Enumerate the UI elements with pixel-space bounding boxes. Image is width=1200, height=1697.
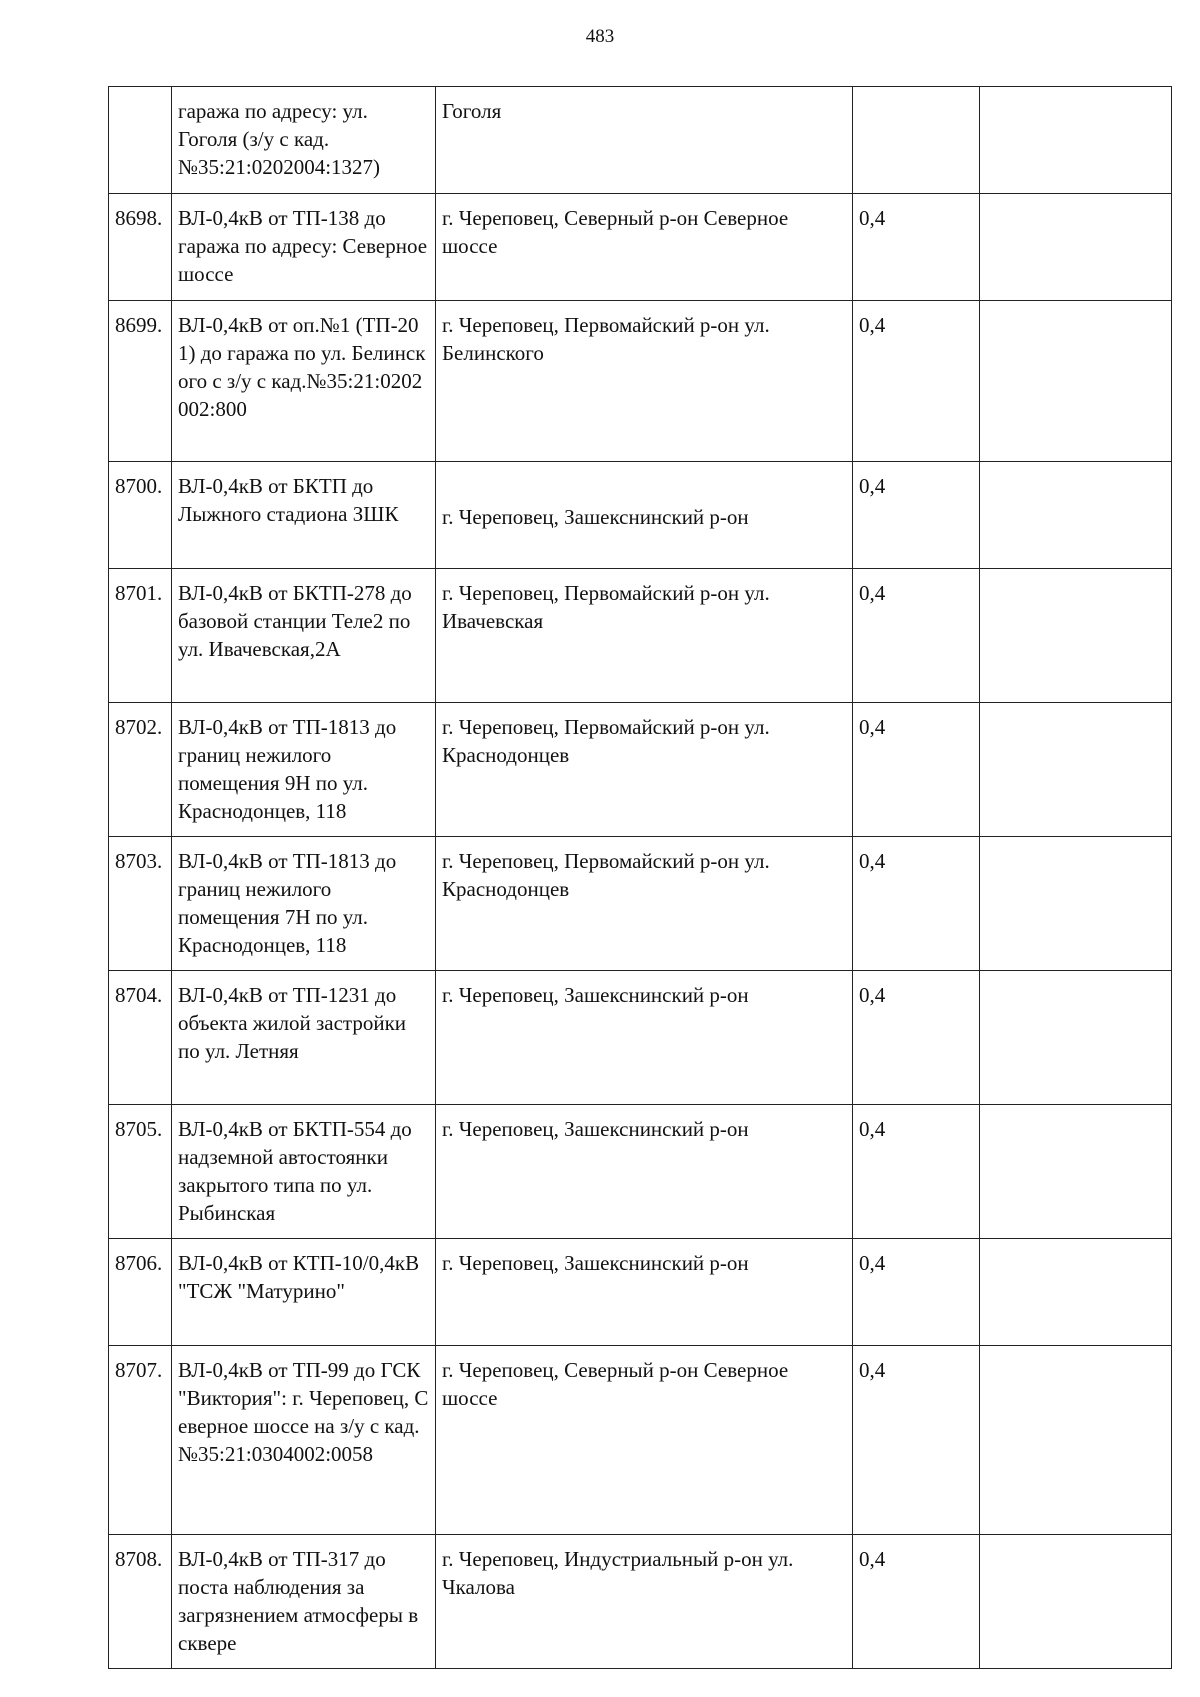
object-name: ВЛ-0,4кВ от ТП-317 до поста наблюдения за загрязнением атмосферы в сквере (172, 1535, 436, 1669)
object-address: г. Череповец, Первомайский р-он ул. Краснодонцев (436, 703, 853, 837)
registry-table (108, 86, 1172, 1669)
table-row (109, 1239, 1172, 1346)
table-row (109, 971, 1172, 1105)
extra-cell (980, 194, 1172, 301)
extra-cell (980, 1239, 1172, 1346)
table-row (109, 837, 1172, 971)
object-name: ВЛ-0,4кВ от ТП-99 до ГСК "Виктория": г. Череповец, Северное шоссе на з/у с кад.№35:21:0304002:0058 (172, 1346, 436, 1535)
extra-cell (980, 462, 1172, 569)
voltage-value: 0,4 (853, 837, 980, 971)
object-address: г. Череповец, Первомайский р-он ул. Ивачевская (436, 569, 853, 703)
voltage-value (853, 87, 980, 194)
object-name: ВЛ-0,4кВ от ТП-1813 до границ нежилого помещения 9Н по ул. Краснодонцев, 118 (172, 703, 436, 837)
table-row (109, 462, 1172, 569)
object-address: г. Череповец, Северный р-он Северное шоссе (436, 1346, 853, 1535)
object-address: г. Череповец, Зашекснинский р-он (436, 1239, 853, 1346)
table-row (109, 301, 1172, 462)
table-row (109, 194, 1172, 301)
row-number: 8700. (109, 462, 172, 569)
extra-cell (980, 1346, 1172, 1535)
row-number: 8705. (109, 1105, 172, 1239)
row-number: 8699. (109, 301, 172, 462)
row-number (109, 87, 172, 194)
object-address: г. Череповец, Северный р-он Северное шоссе (436, 194, 853, 301)
voltage-value: 0,4 (853, 1346, 980, 1535)
object-name: ВЛ-0,4кВ от БКТП-278 до базовой станции Теле2 по ул. Ивачевская,2А (172, 569, 436, 703)
extra-cell (980, 1105, 1172, 1239)
extra-cell (980, 301, 1172, 462)
row-number: 8703. (109, 837, 172, 971)
table-row (109, 87, 1172, 194)
object-address: г. Череповец, Зашекснинский р-он (436, 462, 853, 569)
table-row (109, 1535, 1172, 1669)
object-name: ВЛ-0,4кВ от БКТП до Лыжного стадиона ЗШК (172, 462, 436, 569)
row-number: 8708. (109, 1535, 172, 1669)
row-number: 8707. (109, 1346, 172, 1535)
table-row (109, 1346, 1172, 1535)
page-number: 483 (585, 26, 615, 47)
object-address: г. Череповец, Индустриальный р-он ул. Чкалова (436, 1535, 853, 1669)
table-row (109, 703, 1172, 837)
voltage-value: 0,4 (853, 462, 980, 569)
voltage-value: 0,4 (853, 301, 980, 462)
row-number: 8698. (109, 194, 172, 301)
voltage-value: 0,4 (853, 1105, 980, 1239)
object-name: ВЛ-0,4кВ от ТП-1813 до границ нежилого помещения 7Н по ул. Краснодонцев, 118 (172, 837, 436, 971)
extra-cell (980, 971, 1172, 1105)
extra-cell (980, 569, 1172, 703)
extra-cell (980, 87, 1172, 194)
object-name: ВЛ-0,4кВ от БКТП-554 до надземной автостоянки закрытого типа по ул. Рыбинская (172, 1105, 436, 1239)
object-name: ВЛ-0,4кВ от ТП-1231 до объекта жилой застройки по ул. Летняя (172, 971, 436, 1105)
object-address: Гоголя (436, 87, 853, 194)
voltage-value: 0,4 (853, 1239, 980, 1346)
voltage-value: 0,4 (853, 971, 980, 1105)
object-address: г. Череповец, Первомайский р-он ул. Краснодонцев (436, 837, 853, 971)
row-number: 8706. (109, 1239, 172, 1346)
voltage-value: 0,4 (853, 569, 980, 703)
row-number: 8701. (109, 569, 172, 703)
extra-cell (980, 1535, 1172, 1669)
voltage-value: 0,4 (853, 703, 980, 837)
object-name: ВЛ-0,4кВ от КТП-10/0,4кВ "ТСЖ "Матурино" (172, 1239, 436, 1346)
object-name: гаража по адресу: ул. Гоголя (з/у с кад. №35:21:0202004:1327) (172, 87, 436, 194)
voltage-value: 0,4 (853, 1535, 980, 1669)
extra-cell (980, 703, 1172, 837)
object-address: г. Череповец, Первомайский р-он ул. Белинского (436, 301, 853, 462)
table-row (109, 569, 1172, 703)
object-address: г. Череповец, Зашекснинский р-он (436, 971, 853, 1105)
extra-cell (980, 837, 1172, 971)
row-number: 8704. (109, 971, 172, 1105)
object-address: г. Череповец, Зашекснинский р-он (436, 1105, 853, 1239)
voltage-value: 0,4 (853, 194, 980, 301)
row-number: 8702. (109, 703, 172, 837)
object-name: ВЛ-0,4кВ от оп.№1 (ТП-201) до гаража по ул. Белинского с з/у с кад.№35:21:0202002:800 (172, 301, 436, 462)
object-name: ВЛ-0,4кВ от ТП-138 до гаража по адресу: Северное шоссе (172, 194, 436, 301)
table-row (109, 1105, 1172, 1239)
